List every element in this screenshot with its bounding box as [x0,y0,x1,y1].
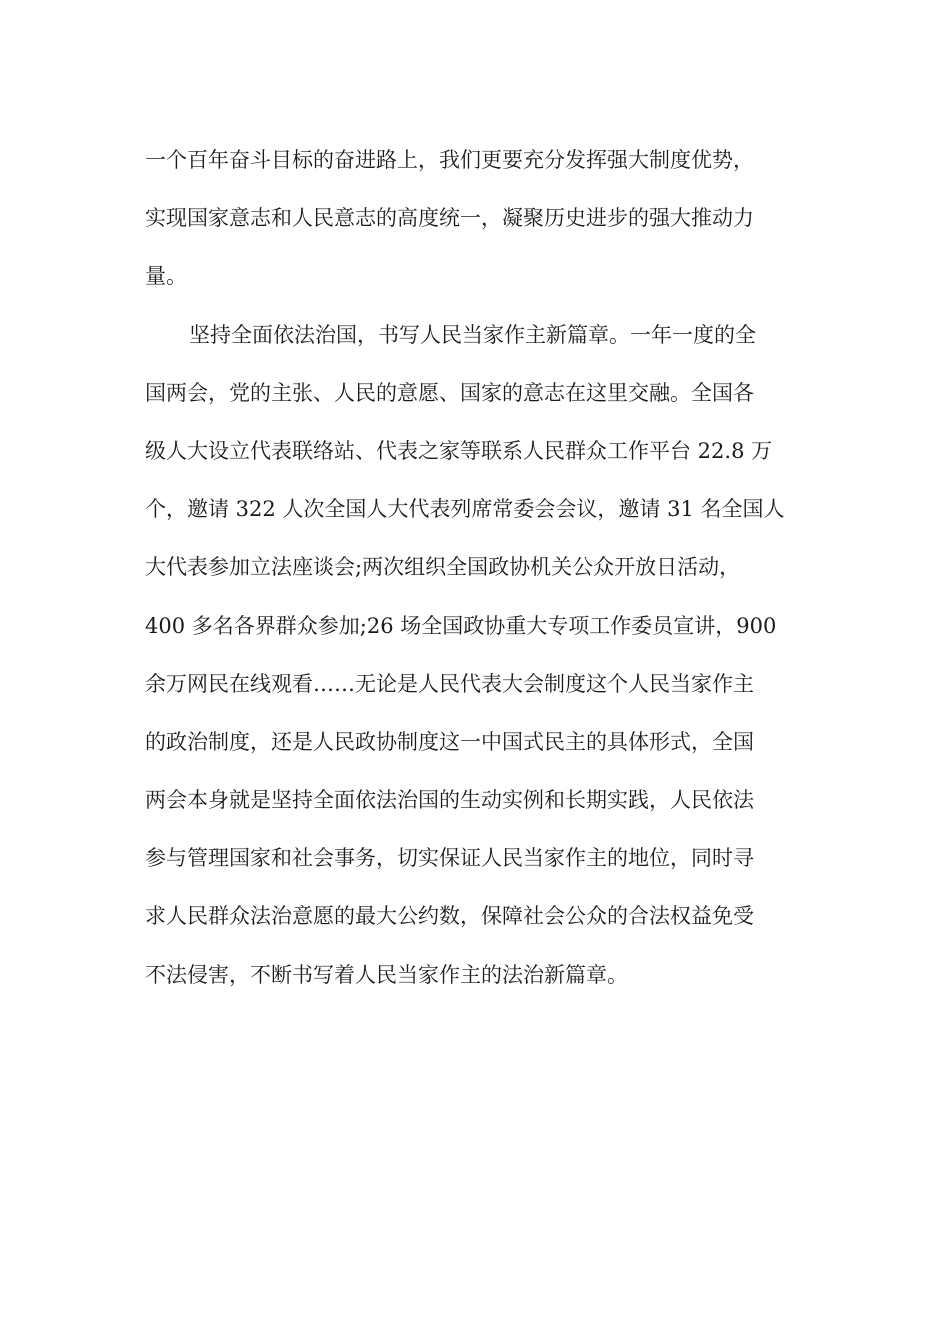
paragraph-first-line: 坚持全面依法治国，书写人民当家作主新篇章。一年一度的全 [189,322,756,347]
text-line: 参与管理国家和社会事务，切实保证人民当家作主的地位，同时寻 [145,846,754,871]
text-line: 求人民群众法治意愿的最大公约数，保障社会公众的合法权益免受 [145,904,754,929]
text-line: 级人大设立代表联络站、代表之家等联系人民群众工作平台 22.8 万 [145,438,773,463]
text-line: 量。 [145,264,187,289]
text-line: 400 多名各界群众参加;26 场全国政协重大专项工作委员宣讲，900 [145,613,777,638]
text-line: 不法侵害，不断书写着人民当家作主的法治新篇章。 [145,962,628,987]
text-line: 两会本身就是坚持全面依法治国的生动实例和长期实践，人民依法 [145,788,754,813]
text-line: 国两会，党的主张、人民的意愿、国家的意志在这里交融。全国各 [145,380,754,405]
text-line: 余万网民在线观看……无论是人民代表大会制度这个人民当家作主 [145,671,754,696]
text-line: 一个百年奋斗目标的奋进路上，我们更要充分发挥强大制度优势， [145,148,754,172]
text-line: 的政治制度，还是人民政协制度这一中国式民主的具体形式，全国 [145,729,754,754]
text-line: 实现国家意志和人民意志的高度统一，凝聚历史进步的强大推动力 [145,206,754,231]
text-line: 个，邀请 322 人次全国人大代表列席常委会会议，邀请 31 名全国人 [145,497,785,522]
body-text [145,131,805,1004]
text-line: 大代表参加立法座谈会;两次组织全国政协机关公众开放日活动， [145,555,741,580]
